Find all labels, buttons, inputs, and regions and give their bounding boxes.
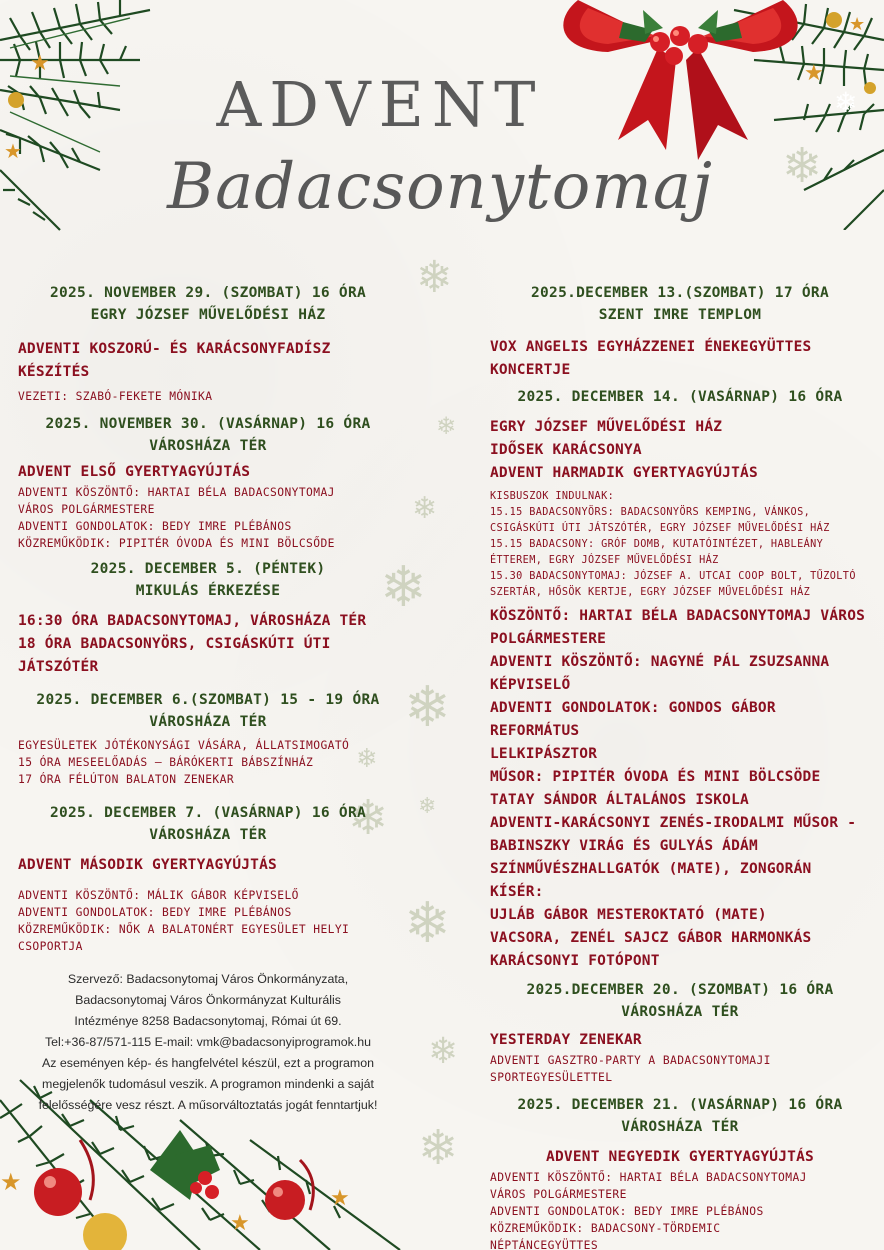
- event-place: VÁROSHÁZA TÉR: [621, 1004, 739, 1020]
- event-title: ADVENTI KOSZORÚ- ÉS KARÁCSONYFADÍSZ KÉSZÍTÉS: [18, 341, 331, 380]
- event-line: VÁROS POLGÁRMESTERE: [18, 503, 155, 516]
- event-line: ADVENTI KÖSZÖNTŐ: HARTAI BÉLA BADACSONYTOMAJ: [18, 486, 335, 499]
- program-line: KÉPVISELŐ: [490, 677, 571, 693]
- organizer-line: Intézménye 8258 Badacsonytomaj, Római út 69.: [74, 1014, 342, 1028]
- svg-text:★: ★: [804, 61, 824, 86]
- svg-text:★: ★: [30, 51, 50, 76]
- event-line: KÖZREMŰKÖDIK: NŐK A BALATONÉRT EGYESÜLET HELYI: [18, 923, 350, 936]
- event-line: CSOPORTJA: [18, 940, 83, 953]
- event-line: 17 ÓRA FÉLÚTON BALATON ZENEKAR: [18, 773, 235, 786]
- snowflake-icon: ❄: [418, 1120, 459, 1176]
- event-line: KÖZREMŰKÖDIK: PIPITÉR ÓVODA ÉS MINI BÖLCSŐDE: [18, 537, 335, 550]
- event-date: 2025. DECEMBER 5. (PÉNTEK): [90, 561, 326, 577]
- organizer-line: Szervező: Badacsonytomaj Város Önkormányzata,: [67, 972, 349, 986]
- event-title: ADVENT MÁSODIK GYERTYAGYÚJTÁS: [18, 857, 277, 873]
- event-line: ADVENTI GONDOLATOK: BEDY IMRE PLÉBÁNOS: [18, 906, 292, 919]
- event-dec-20: [490, 979, 870, 1086]
- program-line: BABINSZKY VIRÁG ÉS GULYÁS ÁDÁM: [490, 838, 758, 854]
- bus-line: ÉTTEREM, EGRY JÓZSEF MŰVELŐDÉSI HÁZ: [490, 555, 719, 566]
- event-line: ADVENTI KÖSZÖNTŐ: HARTAI BÉLA BADACSONYTOMAJ: [490, 1171, 807, 1184]
- bus-line: 15.30 BADACSONYTOMAJ: JÓZSEF A. UTCAI COOP BOLT, TŰZOLTÓ: [490, 571, 856, 582]
- bus-line: 15.15 BADACSONYÖRS: BADACSONYÖRS KEMPING, VÁNKOS,: [490, 507, 811, 518]
- organizer-line: megjelenők tudomásul veszik. A programon mindenki a saját: [42, 1077, 374, 1091]
- right-column: [490, 282, 870, 1250]
- event-line: NÉPTÁNCEGYÜTTES: [490, 1239, 599, 1250]
- event-place: MIKULÁS ÉRKEZÉSE: [135, 583, 281, 599]
- event-line: ADVENTI GONDOLATOK: BEDY IMRE PLÉBÁNOS: [490, 1205, 764, 1218]
- title-advent: ADVENT: [216, 68, 544, 141]
- program-line: KÖSZÖNTŐ: HARTAI BÉLA BADACSONYTOMAJ VÁROS: [490, 608, 866, 624]
- event-date: 2025. DECEMBER 14. (VASÁRNAP) 16 ÓRA: [517, 389, 843, 405]
- event-title: IDŐSEK KARÁCSONYA: [490, 442, 642, 458]
- event-date: 2025.DECEMBER 20. (SZOMBAT) 16 ÓRA: [526, 982, 834, 998]
- event-title: VOX ANGELIS EGYHÁZZENEI ÉNEKEGYÜTTES: [490, 339, 812, 355]
- program-line: UJLÁB GÁBOR MESTEROKTATÓ (MATE): [490, 907, 767, 923]
- event-date: 2025. DECEMBER 21. (VASÁRNAP) 16 ÓRA: [517, 1097, 843, 1113]
- svg-text:★: ★: [0, 1168, 22, 1196]
- program-line: SZÍNMŰVÉSZHALLGATÓK (MATE), ZONGORÁN KÍSÉR:: [490, 861, 812, 900]
- event-line: VEZETI: SZABÓ-FEKETE MÓNIKA: [18, 390, 213, 403]
- event-line: 15 ÓRA MESEELŐADÁS – BÁRÓKERTI BÁBSZÍNHÁZ: [18, 756, 314, 769]
- event-dec-14: [490, 386, 870, 973]
- event-dec-5: [18, 558, 398, 679]
- program-line: KARÁCSONYI FOTÓPONT: [490, 953, 660, 969]
- program-line: POLGÁRMESTERE: [490, 631, 607, 647]
- snowflake-icon: ❄: [416, 252, 453, 303]
- svg-text:❄: ❄: [834, 86, 858, 119]
- event-place: SZENT IMRE TEMPLOM: [598, 307, 762, 323]
- event-dec-13: [490, 282, 870, 382]
- program-line: ADVENTI GONDOLATOK: GONDOS GÁBOR REFORMÁTUS: [490, 700, 776, 739]
- event-place: VÁROSHÁZA TÉR: [149, 827, 267, 843]
- event-line: ADVENTI GONDOLATOK: BEDY IMRE PLÉBÁNOS: [18, 520, 292, 533]
- program-line: MŰSOR: PIPITÉR ÓVODA ÉS MINI BÖLCSÖDE: [490, 769, 821, 785]
- program-line: VACSORA, ZENÉL SAJCZ GÁBOR HARMONKÁS: [490, 930, 812, 946]
- title-town: Badacsonytomaj: [167, 150, 713, 224]
- event-line: ADVENTI GASZTRO-PARTY A BADACSONYTOMAJI: [490, 1054, 771, 1067]
- event-date: 2025. DECEMBER 7. (VASÁRNAP) 16 ÓRA: [49, 805, 367, 821]
- bus-line: SZERTÁR, HŐSÖK KERTJE, EGRY JÓZSEF MŰVELŐDÉSI HÁZ: [490, 587, 811, 598]
- event-dec-6: [18, 689, 398, 788]
- organizer-line: Az eseményen kép- és hangfelvétel készül, ezt a programon: [42, 1056, 374, 1070]
- red-bow: [548, 0, 813, 175]
- organizer-line: felelősségére vesz részt. A műsorváltoztatás jogát fenntartjuk!: [38, 1098, 378, 1112]
- program-line: LELKIPÁSZTOR: [490, 746, 598, 762]
- bus-line: CSIGÁSKÚTI ÚTI JÁTSZÓTÉR, EGRY JÓZSEF MŰVELŐDÉSI HÁZ: [490, 523, 830, 534]
- event-line: SPORTEGYESÜLETTEL: [490, 1071, 613, 1084]
- event-date: 2025.DECEMBER 13.(SZOMBAT) 17 ÓRA: [531, 285, 829, 301]
- event-place: VÁROSHÁZA TÉR: [621, 1119, 739, 1135]
- event-place: VÁROSHÁZA TÉR: [149, 714, 267, 730]
- event-dec-7: [18, 802, 398, 955]
- snowflake-icon: ❄: [418, 794, 437, 819]
- bus-line: 15.15 BADACSONY: GRÓF DOMB, KUTATÓINTÉZET, HABLEÁNY: [490, 539, 824, 550]
- event-title: 18 ÓRA BADACSONYÖRS, CSIGÁSKÚTI ÚTI JÁTSZÓTÉR: [18, 636, 331, 675]
- organizer-contact: Tel:+36-87/571-115 E-mail: vmk@badacsonyiprogramok.hu: [44, 1035, 372, 1049]
- program-line: TATAY SÁNDOR ÁLTALÁNOS ISKOLA: [490, 792, 749, 808]
- snowflake-icon: ❄: [436, 412, 457, 440]
- event-place: VÁROSHÁZA TÉR: [149, 438, 267, 454]
- snowflake-icon: ❄: [380, 555, 427, 620]
- event-nov-29: [18, 282, 398, 405]
- organizer-info: [18, 969, 398, 1116]
- svg-text:★: ★: [330, 1186, 350, 1211]
- snowflake-icon: ❄: [404, 891, 451, 956]
- event-line: ADVENTI KÖSZÖNTŐ: MÁLIK GÁBOR KÉPVISELŐ: [18, 889, 299, 902]
- event-date: 2025. DECEMBER 6.(SZOMBAT) 15 - 19 ÓRA: [36, 692, 380, 708]
- event-title: KONCERTJE: [490, 362, 571, 378]
- snowflake-icon: ❄: [356, 744, 378, 774]
- event-title: 16:30 ÓRA BADACSONYTOMAJ, VÁROSHÁZA TÉR: [18, 613, 367, 629]
- event-line: EGYESÜLETEK JÓTÉKONYSÁGI VÁSÁRA, ÁLLATSIMOGATÓ: [18, 739, 350, 752]
- snowflake-icon: ❄: [348, 790, 389, 846]
- event-line: VÁROS POLGÁRMESTERE: [490, 1188, 627, 1201]
- event-date: 2025. NOVEMBER 29. (SZOMBAT) 16 ÓRA: [49, 285, 367, 301]
- snowflake-icon: ❄: [412, 491, 438, 526]
- svg-text:★: ★: [230, 1211, 250, 1236]
- snowflake-icon: ❄: [782, 138, 823, 194]
- event-title: ADVENT ELSŐ GYERTYAGYÚJTÁS: [18, 464, 251, 480]
- organizer-line: Badacsonytomaj Város Önkormányzat Kulturális: [75, 993, 341, 1007]
- event-title: ADVENT NEGYEDIK GYERTYAGYÚJTÁS: [546, 1149, 814, 1165]
- bus-line: KISBUSZOK INDULNAK:: [490, 491, 615, 502]
- program-line: ADVENTI-KARÁCSONYI ZENÉS-IRODALMI MŰSOR -: [490, 815, 857, 831]
- event-place: EGRY JÓZSEF MŰVELŐDÉSI HÁZ: [90, 307, 326, 323]
- svg-text:★: ★: [849, 14, 866, 35]
- event-title: YESTERDAY ZENEKAR: [490, 1032, 642, 1048]
- snowflake-icon: ❄: [404, 675, 451, 740]
- event-title: ADVENT HARMADIK GYERTYAGYÚJTÁS: [490, 465, 758, 481]
- left-column: [18, 282, 398, 1116]
- event-title: EGRY JÓZSEF MŰVELŐDÉSI HÁZ: [490, 419, 723, 435]
- snowflake-icon: ❄: [428, 1031, 459, 1072]
- svg-text:★: ★: [4, 139, 22, 163]
- event-dec-21: [490, 1094, 870, 1250]
- program-line: ADVENTI KÖSZÖNTŐ: NAGYNÉ PÁL ZSUZSANNA: [490, 654, 830, 670]
- event-date: 2025. NOVEMBER 30. (VASÁRNAP) 16 ÓRA: [45, 416, 371, 432]
- event-line: KÖZREMŰKÖDIK: BADACSONY-TÖRDEMIC: [490, 1222, 721, 1235]
- event-nov-30: [18, 413, 398, 552]
